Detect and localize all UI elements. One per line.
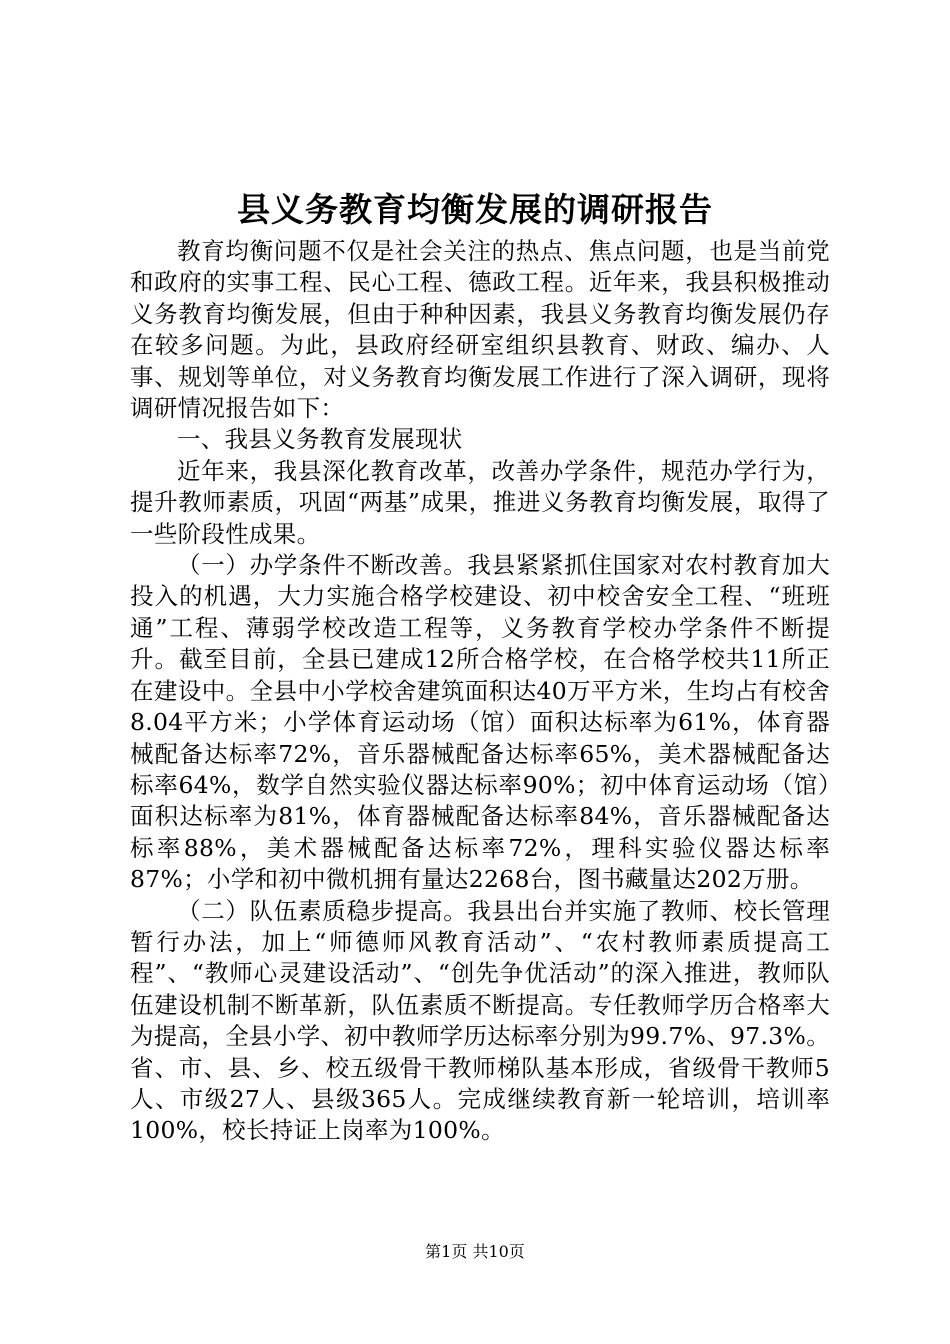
document-title: 县义务教育均衡发展的调研报告	[237, 190, 713, 229]
page-number-footer: 第1页 共10页	[425, 1242, 525, 1261]
overview-paragraph: 近年来，我县深化教育改革，改善办学条件，规范办学行为，提升教师素质，巩固“两基”成果，推进义务教育均衡发展，取得了一些阶段性成果。	[130, 456, 830, 548]
intro-paragraph: 教育均衡问题不仅是社会关注的热点、焦点问题，也是当前党和政府的实事工程、民心工程、德政工程。近年来，我县积极推动义务教育均衡发展，但由于种种因素，我县义务教育均衡发展仍存在较多问题。为此，县政府经研室组织县教育、财政、编办、人事、规划等单位，对义务教育均衡发展工作进行了深入调研，现将调研情况报告如下：	[130, 237, 830, 423]
teachers-paragraph: （二）队伍素质稳步提高。我县出台并实施了教师、校长管理暂行办法，加上“师德师风教育活动”、“农村教师素质提高工程”、“教师心灵建设活动”、“创先争优活动”的深入推进，教师队伍建设机制不断革新，队伍素质不断提高。专任教师学历合格率大为提高，全县小学、初中教师学历达标率分别为99.7%、97.3%。省、市、县、乡、校五级骨干教师梯队基本形成，省级骨干教师5人、市级27人、县级365人。完成继续教育新一轮培训，培训率100%，校长持证上岗率为100%。	[130, 896, 830, 1145]
conditions-paragraph: （一）办学条件不断改善。我县紧紧抓住国家对农村教育加大投入的机遇，大力实施合格学校建设、初中校舍安全工程、“班班通”工程、薄弱学校改造工程等，义务教育学校办学条件不断提升。截至目前，全县已建成12所合格学校，在合格学校共11所正在建设中。全县中小学校舍建筑面积达40万平方米，生均占有校舍8.04平方米；小学体育运动场（馆）面积达标率为61%，体育器械配备达标率72%，音乐器械配备达标率65%，美术器械配备达标率64%，数学自然实验仪器达标率90%；初中体育运动场（馆）面积达标率为81%，体育器械配备达标率84%，音乐器械配备达标率88%，美术器械配备达标率72%，理科实验仪器达标率87%；小学和初中微机拥有量达2268台，图书藏量达202万册。	[130, 551, 830, 894]
section-heading: 一、我县义务教育发展现状	[177, 425, 463, 454]
document-body	[130, 236, 830, 1147]
